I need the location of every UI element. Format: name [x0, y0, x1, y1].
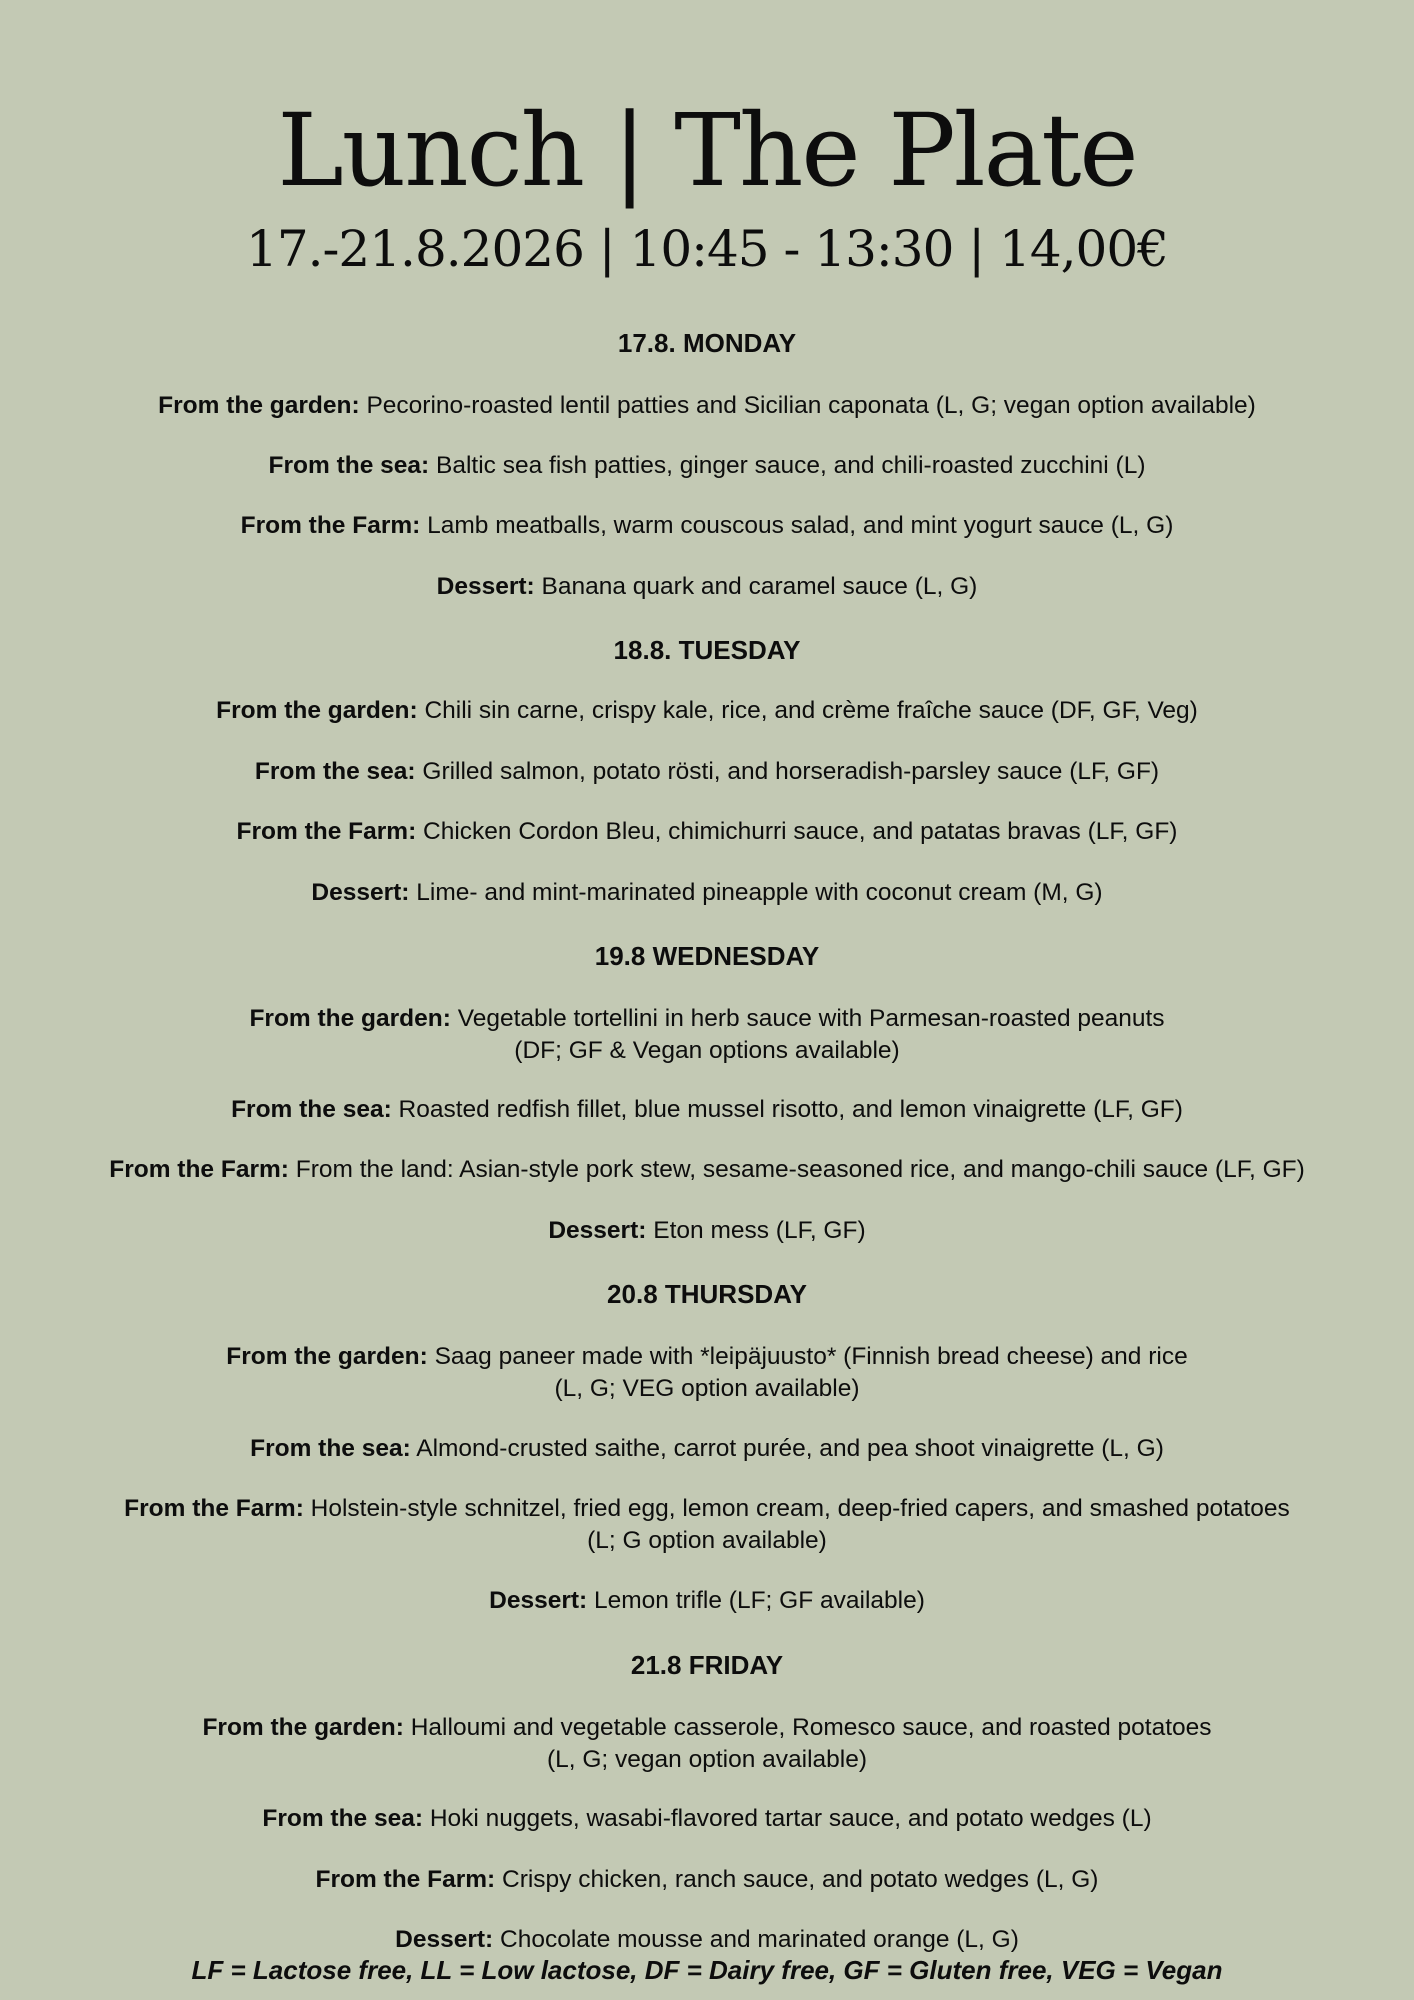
date-time-price: 17.-21.8.2026 | 10:45 - 13:30 | 14,00€ [246, 220, 1168, 278]
menu-item-label: From the sea: [231, 1096, 392, 1123]
menu-item-label: From the sea: [268, 452, 430, 479]
menu-item-continuation: (L, G; VEG option available) [554, 1375, 860, 1402]
menu-item-label: From the sea: [254, 758, 416, 785]
menu-item-label: From the Farm: [124, 1495, 304, 1522]
page-title: Lunch | The Plate [277, 92, 1137, 209]
menu-item-label: Dessert: [311, 879, 410, 906]
menu-item [40, 1864, 1374, 1896]
menu-item-continuation: (L; G option available) [587, 1527, 827, 1554]
menu-item [40, 571, 1374, 603]
menu-item-text: Lemon trifle (LF; GF available) [594, 1587, 925, 1614]
menu-item-label: From the sea: [250, 1435, 411, 1462]
menu-item [40, 877, 1374, 909]
menu-item [40, 1003, 1374, 1035]
menu-item-text: Saag paneer made with *leipäjuusto* (Finnish bread cheese) and rice [434, 1343, 1188, 1370]
menu-item-label: From the sea: [262, 1805, 424, 1832]
menu-item-label: Dessert: [436, 573, 535, 600]
day-heading-wednesday: 19.8 WEDNESDAY [594, 941, 820, 971]
day-heading-tuesday: 18.8. TUESDAY [613, 635, 801, 665]
menu-item [40, 390, 1374, 422]
menu-item-label: From the garden: [249, 1005, 451, 1032]
menu-item [40, 695, 1374, 727]
menu-item [40, 1154, 1374, 1186]
menu-item-label: From the Farm: [240, 512, 421, 539]
menu-item [40, 816, 1374, 848]
menu-item-text: Crispy chicken, ranch sauce, and potato wedges (L, G) [502, 1866, 1099, 1893]
menu-item-text: Grilled salmon, potato rösti, and horseradish-parsley sauce (LF, GF) [422, 758, 1160, 785]
menu-item [40, 1803, 1374, 1835]
menu-item [40, 1094, 1374, 1126]
menu-item [40, 1712, 1374, 1744]
menu-item [40, 1341, 1374, 1373]
menu-item-text: Chicken Cordon Bleu, chimichurri sauce, and patatas bravas (LF, GF) [423, 818, 1178, 845]
menu-item-label: From the garden: [202, 1714, 404, 1741]
menu-item-label: From the Farm: [315, 1866, 496, 1893]
menu-item-label: Dessert: [395, 1926, 494, 1953]
menu-item-text: Chili sin carne, crispy kale, rice, and crème fraîche sauce (DF, GF, Veg) [424, 697, 1198, 724]
menu-item [40, 450, 1374, 482]
day-heading-thursday: 20.8 THURSDAY [607, 1279, 807, 1309]
menu-item-label: From the garden: [216, 697, 418, 724]
menu-item [40, 1493, 1374, 1525]
menu-item-label: From the Farm: [109, 1156, 289, 1183]
menu-item-text: Banana quark and caramel sauce (L, G) [541, 573, 978, 600]
menu-item-continuation: (L, G; vegan option available) [546, 1746, 868, 1773]
menu-item-label: Dessert: [489, 1587, 588, 1614]
menu-item-text: From the land: Asian-style pork stew, sesame-seasoned rice, and mango-chili sauce (LF, GF) [295, 1156, 1305, 1183]
menu-item [40, 1215, 1374, 1247]
menu-item-label: From the Farm: [236, 818, 417, 845]
menu-item-text: Baltic sea fish patties, ginger sauce, and chili-roasted zucchini (L) [435, 452, 1146, 479]
menu-item-text: Roasted redfish fillet, blue mussel risotto, and lemon vinaigrette (LF, GF) [398, 1096, 1183, 1123]
menu-item-label: From the garden: [158, 392, 360, 419]
menu-item [40, 756, 1374, 788]
menu-item-text: Lamb meatballs, warm couscous salad, and mint yogurt sauce (L, G) [427, 512, 1174, 539]
menu-item [40, 1585, 1374, 1617]
day-heading-friday: 21.8 FRIDAY [630, 1650, 784, 1680]
menu-item-text: Eton mess (LF, GF) [653, 1217, 866, 1244]
menu-item [40, 1433, 1374, 1465]
menu-item-text: Lime- and mint-marinated pineapple with coconut cream (M, G) [416, 879, 1103, 906]
menu-item-label: Dessert: [548, 1217, 647, 1244]
menu-item-text: Hoki nuggets, wasabi-flavored tartar sauce, and potato wedges (L) [429, 1805, 1152, 1832]
menu-item-text: Almond-crusted saithe, carrot purée, and pea shoot vinaigrette (L, G) [416, 1435, 1164, 1462]
menu-item [40, 510, 1374, 542]
menu-item-continuation: (DF; GF & Vegan options available) [514, 1037, 900, 1064]
menu-item-text: Holstein-style schnitzel, fried egg, lemon cream, deep-fried capers, and smashed potatoes [310, 1495, 1290, 1522]
menu-item-text: Chocolate mousse and marinated orange (L, G) [500, 1926, 1019, 1953]
menu-item-text: Pecorino-roasted lentil patties and Sicilian caponata (L, G; vegan option available) [366, 392, 1256, 419]
menu-item-text: Halloumi and vegetable casserole, Romesco sauce, and roasted potatoes [410, 1714, 1212, 1741]
menu-item-label: From the garden: [226, 1343, 428, 1370]
menu-item [40, 1924, 1374, 1956]
day-heading-monday: 17.8. MONDAY [617, 328, 797, 358]
allergen-legend: LF = Lactose free, LL = Low lactose, DF = Dairy free, GF = Gluten free, VEG = Vegan [191, 1955, 1223, 1985]
menu-item-text: Vegetable tortellini in herb sauce with Parmesan-roasted peanuts [457, 1005, 1165, 1032]
